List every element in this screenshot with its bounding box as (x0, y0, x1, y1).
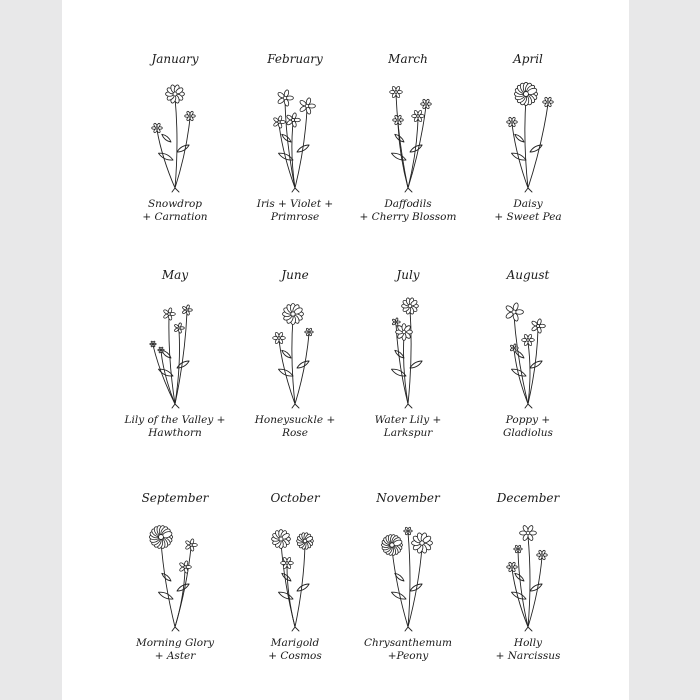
flower-line: Daisy (513, 198, 543, 210)
flower-line: Marigold (270, 637, 320, 649)
flower-line: Gladiolus (503, 427, 553, 439)
flower-names (110, 414, 240, 440)
flower-line: Iris + Violet + (256, 198, 334, 210)
month-title: October (270, 491, 320, 505)
month-title: November (376, 491, 440, 505)
flower-line: + Cherry Blossom (359, 211, 457, 223)
flower-line: Larkspur (383, 427, 433, 439)
month-card-march (343, 52, 473, 252)
flower-names (463, 198, 593, 224)
rose-illustration (255, 292, 335, 410)
aster-illustration (135, 515, 215, 633)
flower-names (230, 198, 360, 224)
month-card-october (230, 491, 360, 691)
month-card-november (343, 491, 473, 691)
month-card-april (463, 52, 593, 252)
flower-names (343, 198, 473, 224)
month-title: September (141, 491, 209, 505)
flower-names (343, 414, 473, 440)
month-title: August (506, 268, 550, 282)
month-title: January (151, 52, 199, 66)
daisy-illustration (488, 76, 568, 194)
iris-violet-illustration (255, 76, 335, 194)
flower-line: + Aster (154, 650, 196, 662)
month-card-january (110, 52, 240, 252)
month-title: March (388, 52, 428, 66)
lily-valley-illustration (135, 292, 215, 410)
narcissus-illustration (488, 515, 568, 633)
flower-names (463, 414, 593, 440)
marigold-illustration (255, 515, 335, 633)
daffodil-illustration (368, 76, 448, 194)
month-card-december (463, 491, 593, 691)
flower-line: Snowdrop (147, 198, 203, 210)
month-card-july (343, 268, 473, 468)
flower-line: Morning Glory (135, 637, 215, 649)
flower-line: Honeysuckle + (254, 414, 336, 426)
flower-names (230, 637, 360, 663)
flower-names (110, 637, 240, 663)
flower-line: Rose (282, 427, 308, 439)
flower-line: Daffodils (384, 198, 432, 210)
flower-line: Hawthorn (148, 427, 202, 439)
flower-line: Chrysanthemum (363, 637, 453, 649)
month-title: July (396, 268, 420, 282)
month-card-february (230, 52, 360, 252)
month-card-august (463, 268, 593, 468)
poppy-illustration (488, 292, 568, 410)
flower-line: Water Lily + (374, 414, 442, 426)
flower-line: + Cosmos (268, 650, 322, 662)
flower-line: + Sweet Pea (494, 211, 562, 223)
flower-line: +Peony (387, 650, 429, 662)
month-title: May (161, 268, 189, 282)
carnation-illustration (135, 76, 215, 194)
month-title: February (267, 52, 323, 66)
flower-names (463, 637, 593, 663)
flower-names (343, 637, 473, 663)
print-sheet (62, 0, 629, 700)
month-card-may (110, 268, 240, 468)
larkspur-illustration (368, 292, 448, 410)
month-title: December (496, 491, 560, 505)
flower-names (230, 414, 360, 440)
flower-line: Poppy + (505, 414, 551, 426)
month-card-june (230, 268, 360, 468)
flower-line: Primrose (270, 211, 320, 223)
flower-line: + Narcissus (495, 650, 561, 662)
month-card-september (110, 491, 240, 691)
chrysanthemum-illustration (368, 515, 448, 633)
flower-names (110, 198, 240, 224)
flower-line: + Carnation (142, 211, 208, 223)
month-title: June (281, 268, 309, 282)
flower-line: Holly (513, 637, 543, 649)
flower-line: Lily of the Valley + (124, 414, 226, 426)
month-title: April (513, 52, 543, 66)
